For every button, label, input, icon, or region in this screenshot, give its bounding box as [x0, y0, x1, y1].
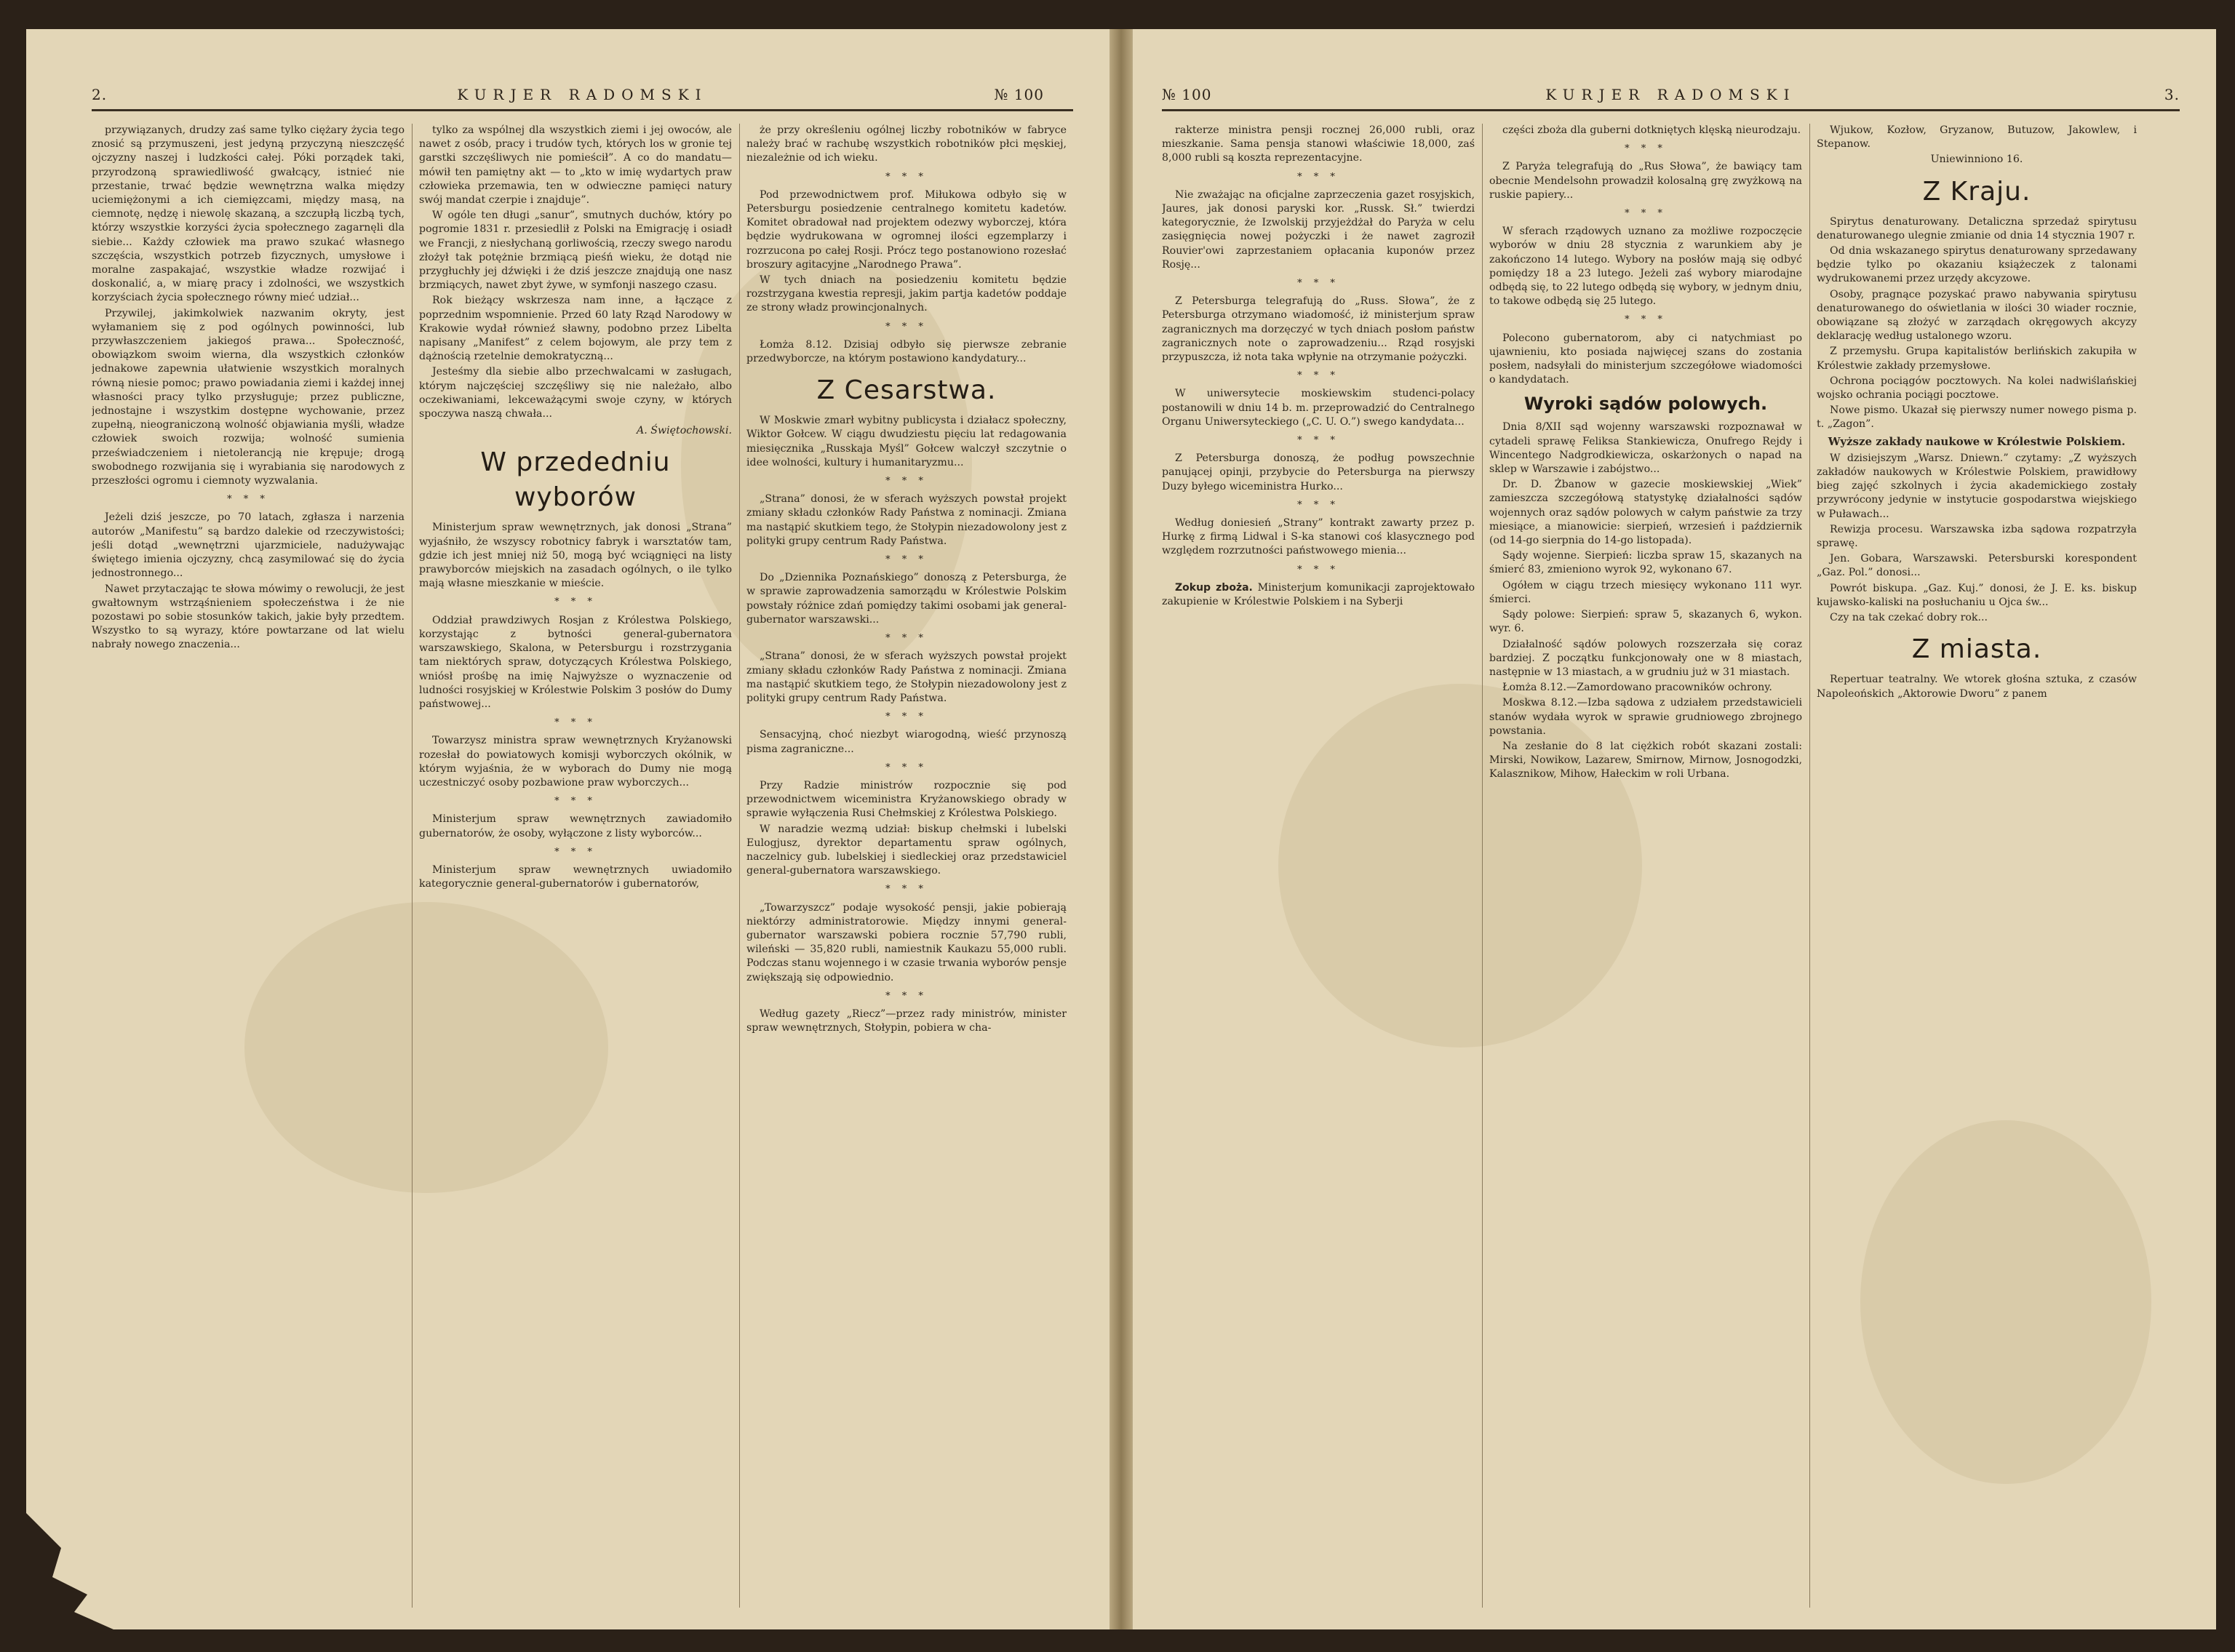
author-signature: A. Świętochowski.: [637, 425, 732, 437]
separator: * * *: [885, 711, 928, 723]
separator: * * *: [885, 171, 928, 183]
separator: * * *: [1297, 370, 1339, 382]
paragraph: Ministerjum spraw wewnętrznych, jak donosi „Strana” wyjaśniło, że wszyscy robotnicy fabryk i warsztatów tam, gdzie ich jest mniej niż 50, mogą być wciągnięci na listy prawyborców miejskich na zasadach ogólnych, o ile tylko mają własne mieszkanie w mieście.: [419, 522, 732, 590]
page-number: 3.: [2164, 86, 2180, 103]
paragraph: Przy Radzie ministrów rozpocznie się pod przewodnictwem wiceministra Kryżanowskiego obrady w sprawie wyłączenia Rusi Chełmskiej z Królestwa Polskiego.: [746, 779, 1067, 820]
paragraph: Sądy polowe: Sierpień: spraw 5, skazanych 6, wykon. wyr. 6.: [1489, 609, 1802, 635]
separator: * * *: [1625, 143, 1667, 155]
masthead-title: KURJER RADOMSKI: [457, 86, 708, 103]
paragraph: Jeżeli dziś jeszcze, po 70 latach, zgłasza i narzenia autorów „Manifestu” są bardzo dalekie od rzeczywistości; jeśli dotąd „wewnętrzni ujarzmiciele, nadużywając świętego imienia ojczyzny, chcą zasymilować się do życia jednostronnego...: [92, 511, 405, 580]
paragraph: Polecono gubernatorom, aby ci natychmiast po ujawnieniu, kto posiada najwięcej szans do zostania posłem, nadsyłali do ministerjum szczegółowe wiadomości o kandydatach.: [1489, 332, 1802, 386]
paragraph: Powrót biskupa. „Gaz. Kuj.” donosi, że J. E. ks. biskup kujawsko-kaliski na posłuchaniu u Ojca św...: [1817, 582, 2137, 608]
separator: * * *: [554, 717, 597, 729]
separator: * * *: [554, 796, 597, 807]
paragraph: Wjukow, Kozłow, Gryzanow, Butuzow, Jakowlew, i Stepanow.: [1817, 124, 2137, 151]
paragraph: Ogółem w ciągu trzech miesięcy wykonano 111 wyr. śmierci.: [1489, 579, 1802, 605]
column-2: [1489, 124, 1802, 1608]
paragraph: Nawet przytaczając te słowa mówimy o rewolucji, że jest gwałtownym wstrząśnieniem społeczeństwa i że nie pozostawi po sobie stosunków takich, jakie były przedtem. Wszystko to są wyrazy, które powtarzane od lat wielu nabrały nowego znaczenia...: [92, 583, 405, 651]
paragraph: Łomża 8.12. Dzisiaj odbyło się pierwsze zebranie przedwyborcze, na którym postawiono kandydatury...: [746, 338, 1067, 365]
page-number: 2.: [92, 86, 108, 103]
separator: * * *: [1297, 564, 1339, 575]
paragraph: Działalność sądów polowych rozszerzała się coraz bardziej. Z początku funkcjonowały one w 8 miastach, następnie w 13 miastach, a w grudniu już w 31 miastach.: [1489, 638, 1802, 678]
paragraph: W sferach rządowych uznano za możliwe rozpoczęcie wyborów w dniu 28 stycznia z warunkiem aby je zakończono 14 lutego. Wybory na posłów mają się odbyć pomiędzy 18 a 23 lutego. Jeżeli zaś wybory miarodajne odbędą się, to 22 lutego odbędą się wybory, w jednym dniu, to takowe odbędą się 25 lutego.: [1489, 226, 1802, 308]
paragraph: Według gazety „Riecz”—przez rady ministrów, minister spraw wewnętrznych, Stołypin, pobiera w cha-: [746, 1007, 1067, 1034]
separator: * * *: [1625, 314, 1667, 326]
masthead-title: KURJER RADOMSKI: [1545, 86, 1796, 103]
column-divider: [739, 124, 740, 1608]
section-heading: Z Kraju.: [1922, 176, 2031, 207]
section-heading: Z miasta.: [1911, 634, 2042, 665]
running-head: [92, 86, 1073, 108]
paragraph: „Towarzyszcz” podaje wysokość pensji, jakie pobierają niektórzy administratorowie. Między innymi general-gubernator warszawski pobiera rocznie 57,790 rubli, wileński — 35,820 rubli, namiestnik Kaukazu 55,000 rubli. Podczas stanu wojennego i w czasie trwania wyborów pensje zwiększają się odpowiednio.: [746, 901, 1067, 983]
paragraph: Przywilej, jakimkolwiek nazwanim okryty, jest wyłamaniem się z pod ogólnych powinności, lub przywłaszczeniem jakiegoś prawa... Społeczność, obowiązkom swoim wierna, dla wszystkich członków jednakowe zapewnia ułatwienie wszystkich moralnych równą niesie pomoc; prawo powiadania ziemi i każdej innej własności pracy tylko przysługuje; przez publiczne, jednostajne i wszystkim dostępne wychowanie, przez zupełną, nieograniczoną wolność objawiania myśli, władze człowiek swoich rozwija; wolność sumienia przeświadczeniem i nietolerancją nie krępuje; drogą swobodnego rozwijania się i wyrabiania się narodowych z przeszłości ogromu i ciemnoty wyzwalania.: [92, 307, 405, 487]
separator: * * *: [1297, 499, 1339, 511]
paragraph: W dzisiejszym „Warsz. Dniewn.” czytamy: „Z wyższych zakładów naukowych w Królestwie Polskiem, prawidłowy bieg zajęć szkolnych i życia akademickiego zostały przywrócony jedynie w instytucie gospodarstwa wiejskiego w Puławach...: [1817, 452, 2137, 520]
paragraph: Do „Dziennika Poznańskiego” donoszą z Petersburga, że w sprawie zaprowadzenia samorządu w Królestwie Polskim powstały różnice zdań pomiędzy takimi osobami jak general-gubernator warszawski...: [746, 572, 1067, 626]
separator: * * *: [554, 846, 597, 858]
paragraph: Na zesłanie do 8 lat ciężkich robót skazani zostali: Mirski, Nowikow, Lazarew, Smirnow, Mirnow, Josnogodzki, Kalasznikow, Mihow, Hałeckim w roli Urbana.: [1489, 740, 1802, 781]
paragraph: Z Petersburga telegrafują do „Russ. Słowa”, że z Petersburga otrzymano wiadomość, iż ministerjum spraw zagranicznych ma dorzęczyć w tych dniach posłom państw zagranicznych note o zaprowadzeniu... Rząd rosyjski przypuszcza, iż nota taka wpłynie na otrzymanie pożyczki.: [1162, 295, 1475, 364]
paragraph: Według doniesień „Strany” kontrakt zawarty przez p. Hurkę z firmą Lidwal i S-ka stanowi coś klasycznego pod względem rozrzutności państwowego mienia...: [1162, 517, 1475, 557]
paragraph: Z Petersburga donoszą, że podług powszechnie panującej opinji, przybycie do Petersburga na pierwszy Duzy byłego wiceministra Hurko...: [1162, 452, 1475, 492]
separator: * * *: [885, 633, 928, 645]
separator: * * *: [885, 321, 928, 332]
paragraph: Pod przewodnictwem prof. Miłukowa odbyło się w Petersburgu posiedzenie centralnego komitetu kadetów. Komitet obradował nad projektem odezwy wyborczej, która będzie wydrukowana w ogromnej ilości egzemplarzy i rozrzucona po całej Rosji. Prócz tego postanowiono rozesłać broszury agitacyjne „Narodnego Prawa”.: [746, 188, 1067, 271]
paragraph: W Moskwie zmarł wybitny publicysta i działacz społeczny, Wiktor Gołcew. W ciągu dwudziestu pięciu lat redagowania miesięcznika „Russkaja Myśl” Gołcew walczył szczytnie o idee wolności, kultury i humanitaryzmu...: [746, 415, 1067, 468]
paragraph: W uniwersytecie moskiewskim studenci-polacy postanowili w dniu 14 b. m. przeprowadzić do Centralnego Organu Uniwersyteckiego („C. U. O.”) swego kandydata...: [1162, 388, 1475, 428]
paragraph: Łomża 8.12.—Zamordowano pracowników ochrony.: [1502, 682, 1772, 694]
paragraph: „Strana” donosi, że w sferach wyższych powstał projekt zmiany składu członków Rady Państwa z nominacji. Zmiana ma nastąpić skutkiem tego, że Stołypin niezadowolony jest z polityki grupy centrum Rady Państwa.: [746, 493, 1067, 547]
binding-gutter: [1110, 29, 1132, 1629]
paragraph: W tych dniach na posiedzeniu komitetu będzie rozstrzygana kwestia represji, jakim partja kadetów poddaje ze strony władz prowincjonalnych.: [746, 274, 1067, 314]
column-divider: [412, 124, 413, 1608]
separator: * * *: [885, 476, 928, 487]
paragraph: Sądy wojenne. Sierpień: liczba spraw 15, skazanych na śmierć 83, zmieniono wyrok 92, wykonano 67.: [1489, 550, 1802, 576]
paragraph: Sensacyjną, choć niezbyt wiarogodną, wieść przynoszą pisma zagraniczne...: [746, 729, 1067, 755]
paragraph: części zboża dla guberni dotkniętych klęską nieurodzaju.: [1502, 124, 1801, 136]
paragraph: Rok bieżący wskrzesza nam inne, a łączące z poprzednim wspomnienie. Przed 60 laty Rząd Narodowy w Krakowie wydał równieź sławny, podobno przez Libelta napisany „Manifest” z celem bojowym, ale przy tem z dążnością rzetelnie demokratyczną...: [419, 295, 732, 363]
paragraph: Ministerjum spraw wewnętrznych uwiadomiło kategorycznie general-gubernatorów i gubernatorów,: [419, 863, 732, 890]
column-1: [92, 124, 405, 1608]
paragraph: Ministerjum spraw wewnętrznych zawiadomiło gubernatorów, że osoby, wyłączone z listy wyborców...: [419, 813, 732, 839]
column-3: [1817, 124, 2137, 1608]
paragraph: Czy na tak czekać dobry rok...: [1830, 612, 1988, 624]
column-divider: [1482, 124, 1483, 1608]
paragraph: Z przemysłu. Grupa kapitalistów berlińskich zakupiła w Królestwie zakłady przemysłowe.: [1817, 346, 2137, 372]
paragraph: Rewizja procesu. Warszawska izba sądowa rozpatrzyła sprawę.: [1817, 523, 2137, 550]
issue-number: № 100: [994, 86, 1044, 103]
paragraph: Osoby, pragnące pozyskać prawo nabywania spirytusu denaturowanego do oświetlania w ilości 30 wiader rocznie, obowiązane są złożyć w zarządach okręgowych akcyzy deklarację według ustalonego wzoru.: [1817, 288, 2137, 343]
paragraph: Ochrona pociągów pocztowych. Na kolei nadwiślańskiej wojsko ochrania pociągi pocztowe.: [1817, 375, 2137, 402]
section-heading: Z Cesarstwa.: [816, 375, 997, 406]
paragraph: Towarzysz ministra spraw wewnętrznych Kryżanowski rozesłał do powiatowych komisji wyborczych okólnik, w którym wyjaśnia, że w wyborach do Dumy nie mogą uczestniczyć osoby pozbawione praw wyborczych...: [419, 735, 732, 789]
separator: * * *: [1297, 171, 1339, 183]
paragraph: Jen. Gobara, Warszawski. Petersburski korespondent „Gaz. Pol.” donosi...: [1817, 553, 2137, 579]
paragraph: Oddział prawdziwych Rosjan z Królestwa Polskiego, korzystając z bytności general-gubernatora warszawskiego, Skalona, w Petersburgu i rozstrzygania tam niektórych spraw, dotyczących Królestwa Polskiego, wniósł prośbę na imię Najwyższe o wyznaczenie od ludności rosyjskiej w Królestwie Polskim 3 posłów do Dumy państwowej...: [419, 614, 732, 710]
separator: * * *: [885, 554, 928, 566]
separator: * * *: [885, 990, 928, 1002]
separator: * * *: [227, 494, 269, 506]
separator: * * *: [1297, 435, 1339, 447]
separator: * * *: [885, 762, 928, 773]
paragraph: przywiązanych, drudzy zaś same tylko ciężary życia tego znosić są przymuszeni, jest jedyną przyczyną nieszczęść ojczyzny naszej i ludzkości całej. Póki porządek taki, przyrodzoną sprawiedliwość gwałcący, istnieć nie przestanie, trwać będzie wewnętrzna walka między uciemiężonymi a ich ciemięzcami, między masą, na ciemnotę, nędzę i niewolę skazaną, a szczupłą liczbą tych, którzy wszystkie korzyści życia społecznego zagarnęli dla siebie... Każdy człowiek ma prawo szukać własnego szczęścia, wszystkich potrzeb fizycznych, umysłowe i moralne zaspakajać, wszystkie władze rozwijać i doskonalić, a, w miarę pracy i zdolności, we wszystkich korzyściach życia społecznego równy mieć udział...: [92, 124, 405, 304]
paragraph: Repertuar teatralny. We wtorek głośna sztuka, z czasów Napoleońskich „Aktorowie Dworu” z panem: [1817, 674, 2137, 700]
paragraph: Z Paryża telegrafują do „Rus Słowa”, że bawiący tam obecnie Mendelsohn prowadził kolosalną grę zwyżkową na ruskie papiery...: [1489, 161, 1802, 201]
separator: * * *: [554, 596, 597, 608]
column-1: [1162, 124, 1475, 1608]
running-head: [1162, 86, 2180, 108]
item-label: Zokup zboża.: [1175, 581, 1253, 594]
newspaper-spread: [26, 29, 2216, 1629]
paragraph: [1162, 581, 1475, 609]
paragraph-text: Ministerjum komunikacji zaprojektowało zakupienie w Królestwie Polskiem i na Syberji: [1162, 581, 1475, 608]
column-2: [419, 124, 732, 1608]
paragraph: Od dnia wskazanego spirytus denaturowany sprzedawany będzie tylko po okazaniu książeczek z talonami wydrukowanemi przez urzędy akcyzowe.: [1817, 245, 2137, 285]
paragraph: Dr. D. Żbanow w gazecie moskiewskiej „Wiek” zamieszcza szczegółową statystykę działalności sądów wojennych oraz sądów polowych w całym państwie za trzy miesiące, a mianowicie: sierpień, wrzesień i październik (od 14-go sierpnia do 14-go listopada).: [1489, 479, 1802, 547]
paragraph: Uniewinniono 16.: [1930, 153, 2023, 166]
paragraph: Jesteśmy dla siebie albo przechwalcami w zasługach, którym najczęściej szczęśliwy się nie należało, albo oczekiwaniami, lekceważącymi swoje czyny, w których spoczywa naszą chwała...: [419, 366, 732, 420]
header-rule: [92, 109, 1073, 111]
paragraph: Spirytus denaturowany. Detaliczna sprzedaż spirytusu denaturowanego ulegnie zmianie od dnia 14 stycznia 1907 r.: [1817, 215, 2137, 242]
paragraph: Nie zważając na oficjalne zaprzeczenia gazet rosyjskich, Jaures, jak donosi paryski kor. „Russk. Sł.” twierdzi kategorycznie, że Izwolskij przyjeżdżał do Paryża w celu zasięgnięcia nowej pożyczki i że nawet zagroził Rouvier'owi zaprzestaniem opłacania kuponów przez Rosję...: [1162, 188, 1475, 271]
paragraph: tylko za wspólnej dla wszystkich ziemi i jej owoców, ale nawet z osób, pracy i trudów tych, których los w gronie tej garstki szczęśliwych nie pomieścił”. A co do mandatu—mówił ten pamiętny akt — to „kto w imię wydartych praw człowieka przemawia, ten w odwieczne pamięci natury swój mandat czerpie i znajduje”.: [419, 124, 732, 207]
paragraph: Dnia 8/XII sąd wojenny warszawski rozpoznawał w cytadeli sprawę Feliksa Stankiewicza, Onufrego Rejdy i Wincentego Nadgrodkiewicza, oskarżonych o napad na sklep w Warszawie i zabójstwo...: [1489, 421, 1802, 476]
right-page: [1132, 29, 2216, 1629]
paragraph: W ogóle ten długi „sanur”, smutnych duchów, który po pogromie 1831 r. przesiedlił z Polski na Emigrację i osiadł we Francji, z niesłychaną gorliwością, rzeczy swego narodu złożył tak potężnie brzmiącą pieśń wieku, że dotąd nie przygłuchły jej dźwięki i że dziś jeszcze znajdują one nasz brzmiących, nawet zbyt żywe, w symfonji naszego czasu.: [419, 210, 732, 292]
paragraph: W naradzie wezmą udział: biskup chełmski i lubelski Eulogjusz, dyrektor departamentu spraw ogólnych, naczelnicy gub. lubelskiej i siedleckiej oraz przedstawiciel general-gubernatora warszawskiego.: [746, 823, 1067, 877]
paragraph: że przy określeniu ogólnej liczby robotników w fabryce należy brać w rachubę wszystkich robotników płci męskiej, niezależnie od ich wieku.: [746, 124, 1067, 164]
paragraph: „Strana” donosi, że w sferach wyższych powstał projekt zmiany składu członków Rady Państwa z nominacji. Zmiana ma nastąpić skutkiem tego, że Stołypin niezadowolony jest z polityki grupy centrum Rady Państwa.: [746, 650, 1067, 704]
column-3: [746, 124, 1067, 1608]
column-divider: [1809, 124, 1810, 1608]
paragraph: Moskwa 8.12.—Izba sądowa z udziałem przedstawicieli stanów wydała wyrok w sprawie grudniowego zbrojnego powstania.: [1489, 697, 1802, 737]
subheading: Wyższe zakłady naukowe w Królestwie Polskiem.: [1828, 434, 2126, 448]
left-page: [26, 29, 1110, 1629]
section-heading: Wyroki sądów polowych.: [1523, 394, 1768, 415]
section-heading: W przededniu wyborów: [480, 447, 671, 513]
separator: * * *: [1625, 208, 1667, 220]
issue-number: № 100: [1162, 86, 1212, 103]
paragraph: Nowe pismo. Ukazał się pierwszy numer nowego pisma p. t. „Zagon”.: [1817, 404, 2137, 431]
separator: * * *: [1297, 278, 1339, 290]
header-rule: [1162, 109, 2180, 111]
separator: * * *: [885, 884, 928, 895]
paragraph: rakterze ministra pensji rocznej 26,000 rubli, oraz mieszkanie. Sama pensja stanowi właściwie 18,000, zaś 8,000 rubli są koszta reprezentacyjne.: [1162, 124, 1475, 164]
